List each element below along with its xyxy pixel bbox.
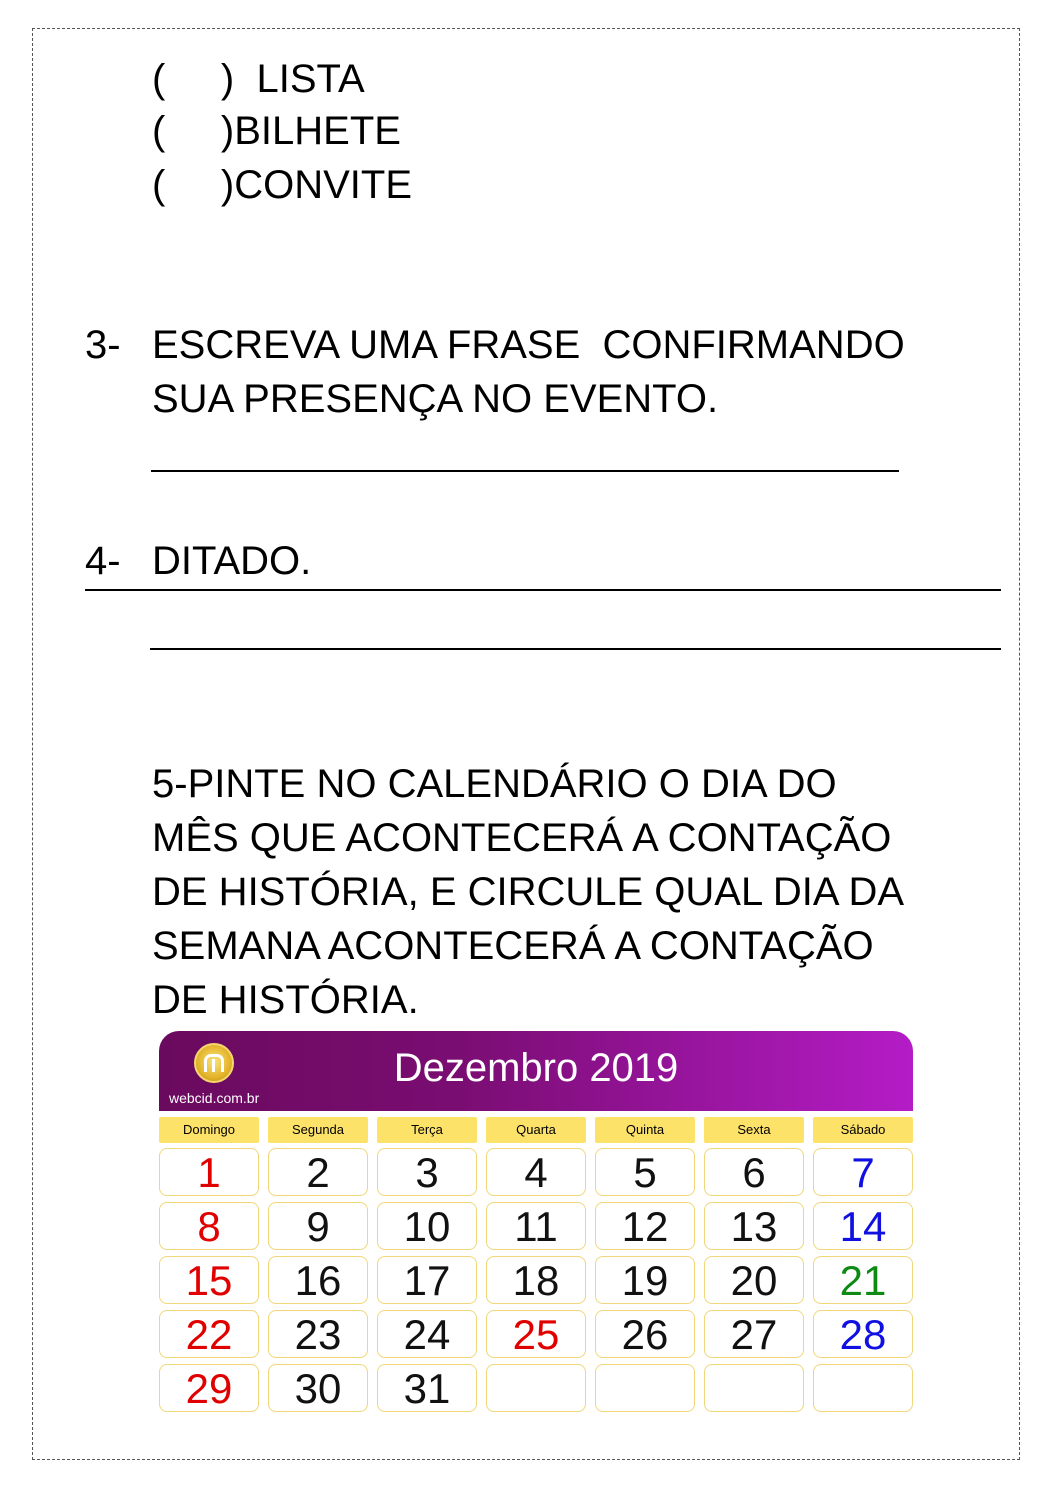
answer-line-4b[interactable] (150, 648, 1001, 650)
day-name: Sábado (813, 1117, 913, 1143)
option-paren: ( ) (152, 57, 235, 101)
calendar-day[interactable]: 28 (813, 1310, 913, 1358)
calendar-day[interactable]: 22 (159, 1310, 259, 1358)
question-5-line-4: SEMANA ACONTECERÁ A CONTAÇÃO (152, 924, 874, 968)
calendar-day-names (159, 1117, 913, 1143)
option-label: BILHETE (234, 109, 401, 153)
question-4-text: DITADO. (152, 539, 312, 583)
calendar-empty-cell[interactable] (486, 1364, 586, 1412)
calendar-day[interactable]: 17 (377, 1256, 477, 1304)
answer-line-3[interactable] (151, 470, 899, 472)
option-label: CONVITE (234, 163, 413, 207)
option-lista (152, 56, 365, 102)
calendar-empty-cell[interactable] (813, 1364, 913, 1412)
question-5-line-5: DE HISTÓRIA. (152, 978, 419, 1022)
calendar-day[interactable]: 8 (159, 1202, 259, 1250)
day-name: Segunda (268, 1117, 368, 1143)
calendar-day[interactable]: 25 (486, 1310, 586, 1358)
calendar-day[interactable]: 1 (159, 1148, 259, 1196)
option-label: LISTA (256, 57, 365, 101)
calendar-day[interactable]: 18 (486, 1256, 586, 1304)
calendar-day[interactable]: 21 (813, 1256, 913, 1304)
question-5-line-2: MÊS QUE ACONTECERÁ A CONTAÇÃO (152, 816, 892, 860)
day-name: Quarta (486, 1117, 586, 1143)
option-paren: ( ) (152, 109, 235, 153)
calendar-empty-cell[interactable] (595, 1364, 695, 1412)
calendar-day[interactable]: 24 (377, 1310, 477, 1358)
question-3-line-1: ESCREVA UMA FRASE CONFIRMANDO (152, 323, 905, 367)
calendar-day[interactable]: 13 (704, 1202, 804, 1250)
calendar-day[interactable]: 4 (486, 1148, 586, 1196)
calendar-day[interactable]: 31 (377, 1364, 477, 1412)
calendar-empty-cell[interactable] (704, 1364, 804, 1412)
calendar-day[interactable]: 3 (377, 1148, 477, 1196)
calendar-day[interactable]: 2 (268, 1148, 368, 1196)
calendar-day[interactable]: 19 (595, 1256, 695, 1304)
calendar (159, 1031, 913, 1412)
calendar-day[interactable]: 27 (704, 1310, 804, 1358)
calendar-day[interactable]: 5 (595, 1148, 695, 1196)
question-5-line-1: 5-PINTE NO CALENDÁRIO O DIA DO (152, 762, 837, 806)
answer-line-4a[interactable] (85, 589, 1001, 591)
day-name: Terça (377, 1117, 477, 1143)
calendar-header (159, 1031, 913, 1111)
calendar-day[interactable]: 29 (159, 1364, 259, 1412)
calendar-day[interactable]: 12 (595, 1202, 695, 1250)
calendar-title: Dezembro 2019 (393, 1046, 679, 1090)
calendar-day[interactable]: 15 (159, 1256, 259, 1304)
calendar-day[interactable]: 16 (268, 1256, 368, 1304)
day-name: Quinta (595, 1117, 695, 1143)
calendar-day[interactable]: 6 (704, 1148, 804, 1196)
calendar-day[interactable]: 14 (813, 1202, 913, 1250)
question-4-number: 4- (85, 539, 121, 583)
question-3-line-2: SUA PRESENÇA NO EVENTO. (152, 377, 719, 421)
day-name: Domingo (159, 1117, 259, 1143)
question-3-number: 3- (85, 323, 121, 367)
calendar-day[interactable]: 11 (486, 1202, 586, 1250)
calendar-day[interactable]: 10 (377, 1202, 477, 1250)
option-bilhete (152, 108, 401, 154)
calendar-day[interactable]: 30 (268, 1364, 368, 1412)
day-name: Sexta (704, 1117, 804, 1143)
calendar-day[interactable]: 20 (704, 1256, 804, 1304)
question-5-line-3: DE HISTÓRIA, E CIRCULE QUAL DIA DA (152, 870, 905, 914)
calendar-day[interactable]: 9 (268, 1202, 368, 1250)
calendar-site: webcid.com.br (169, 1090, 260, 1106)
calendar-day[interactable]: 26 (595, 1310, 695, 1358)
calendar-day[interactable]: 7 (813, 1148, 913, 1196)
option-paren: ( ) (152, 163, 235, 207)
calendar-day[interactable]: 23 (268, 1310, 368, 1358)
option-convite (152, 162, 412, 208)
